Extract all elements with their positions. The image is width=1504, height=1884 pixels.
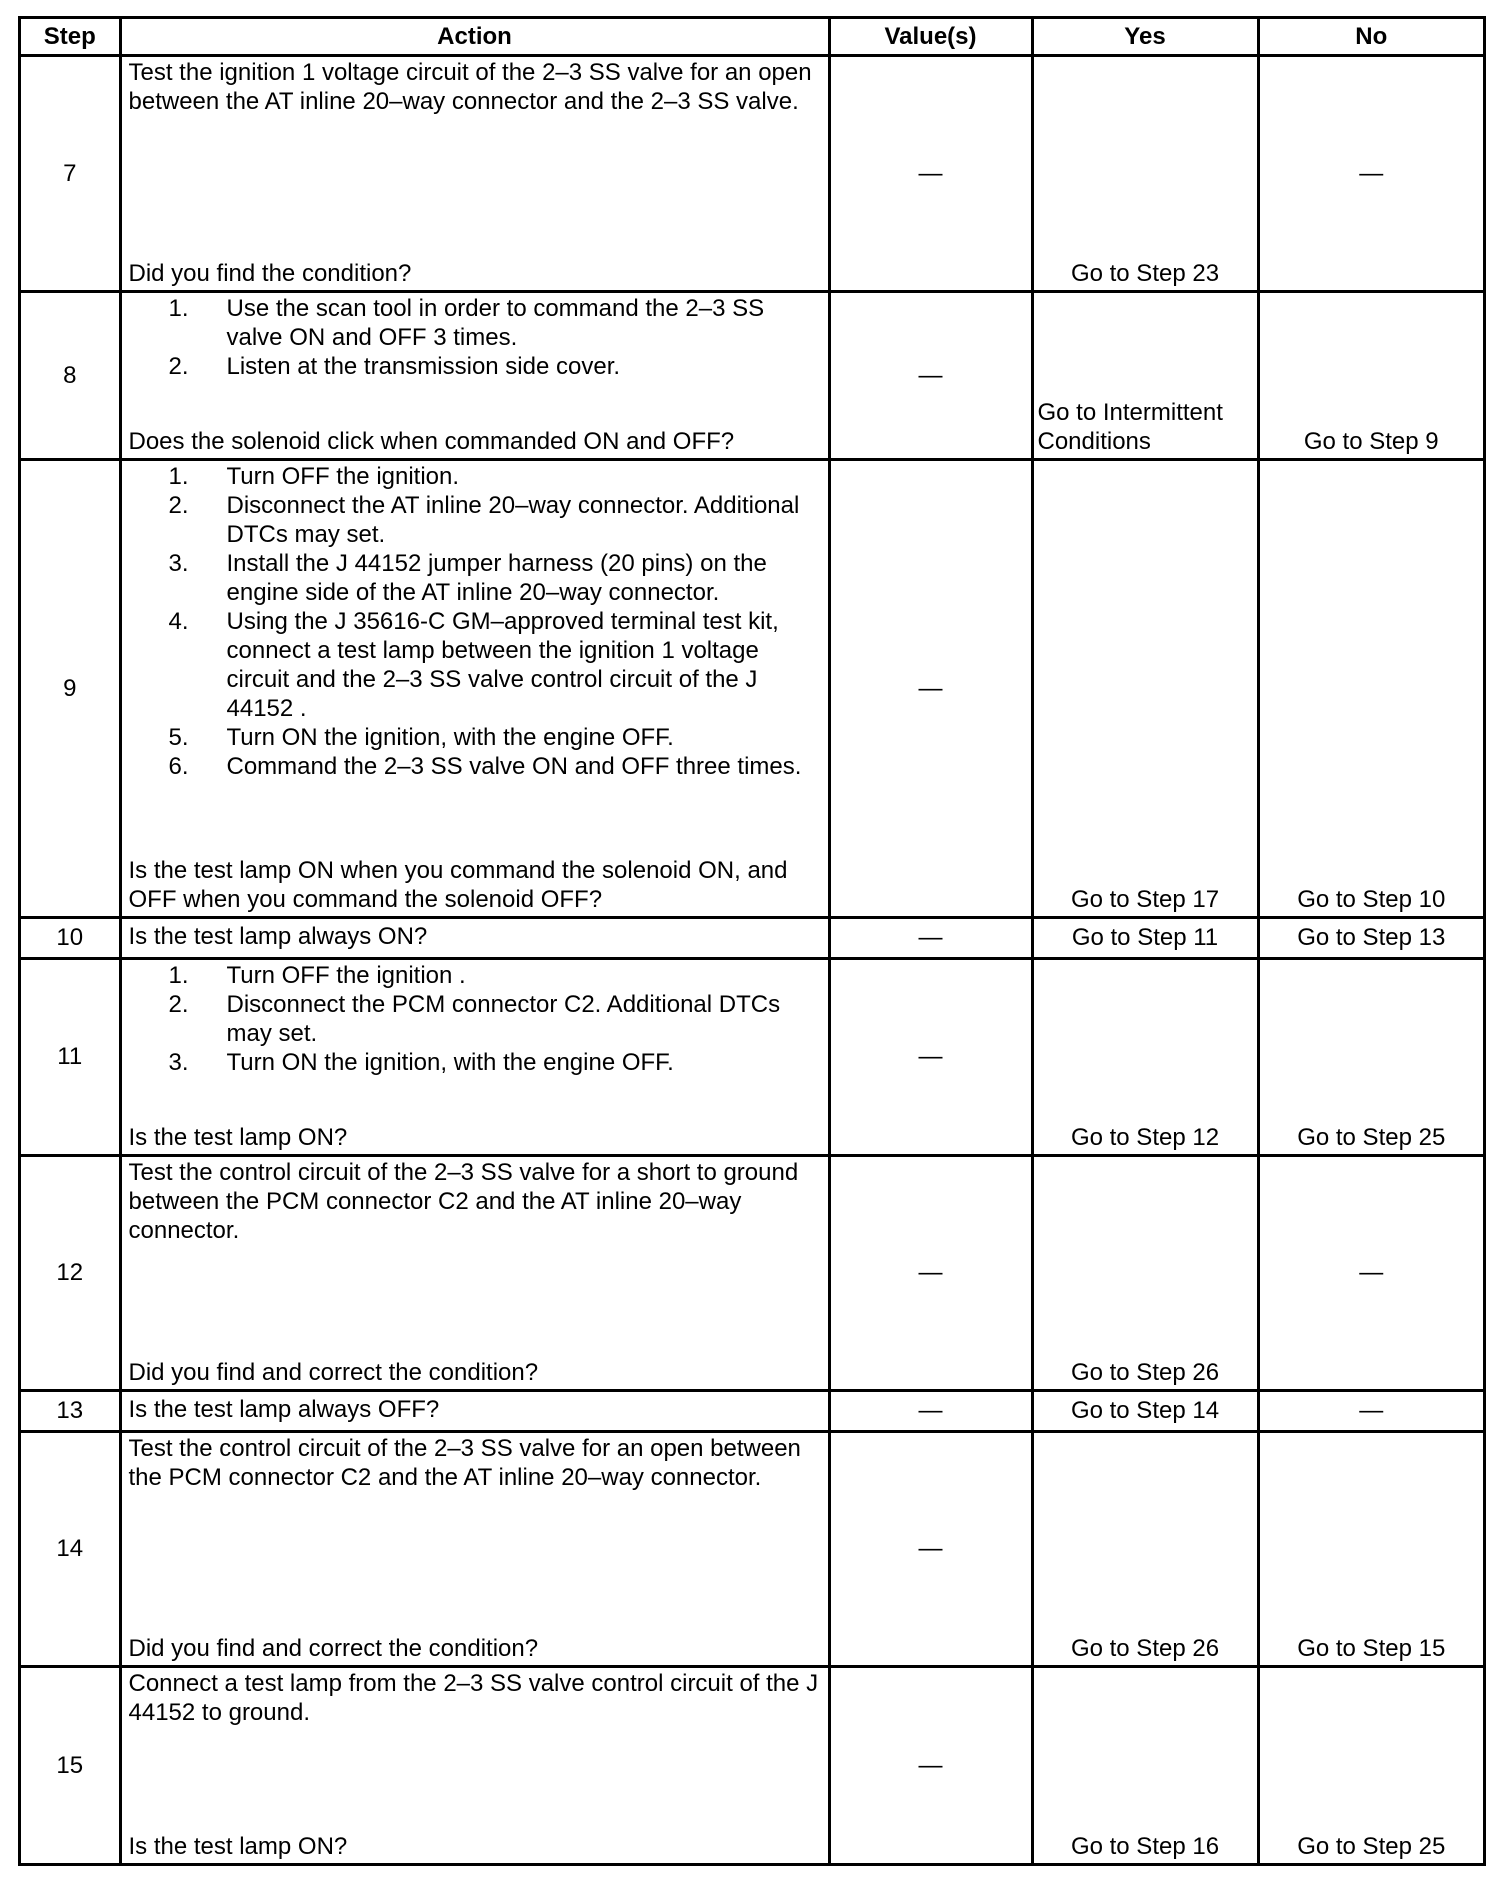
list-item: 2. Disconnect the PCM connector C2. Additional DTCs may set. <box>129 990 824 1048</box>
no-cell <box>1258 958 1483 1155</box>
list-item: 1. Use the scan tool in order to command the 2–3 SS valve ON and OFF 3 times. <box>129 294 824 352</box>
step-number: 9 <box>21 459 120 917</box>
yes-cell <box>1032 55 1258 291</box>
no-answer: Go to Step 25 <box>1297 1123 1446 1151</box>
yes-cell <box>1032 917 1258 958</box>
yes-answer: Go to Intermittent Conditions <box>1037 398 1223 455</box>
action-question: Did you find and correct the condition? <box>128 1634 539 1662</box>
no-cell <box>1258 1666 1483 1863</box>
value-cell: — <box>829 1390 1032 1431</box>
table-row <box>21 291 1483 459</box>
value-cell: — <box>829 55 1032 291</box>
step-number: 7 <box>21 55 120 291</box>
yes-cell <box>1032 459 1258 917</box>
yes-answer: Go to Step 14 <box>1070 1397 1220 1424</box>
value-cell: — <box>829 1666 1032 1863</box>
yes-answer: Go to Step 26 <box>1070 1358 1220 1386</box>
table-row <box>21 1431 1483 1666</box>
value-cell: — <box>829 1431 1032 1666</box>
no-answer: — <box>1359 1259 1384 1286</box>
no-answer: Go to Step 10 <box>1297 885 1446 913</box>
list-item: 2. Disconnect the AT inline 20–way connector. Additional DTCs may set. <box>129 491 824 549</box>
yes-cell <box>1032 1390 1258 1431</box>
action-text: Connect a test lamp from the 2–3 SS valve control circuit of the J 44152 to ground. <box>128 1669 819 1726</box>
action-cell <box>120 958 829 1155</box>
action-step-text: Disconnect the AT inline 20–way connector. Additional DTCs may set. <box>226 491 800 548</box>
action-question: Is the test lamp ON when you command the solenoid ON, and OFF when you command the solenoid OFF? <box>128 856 788 913</box>
action-step-text: Listen at the transmission side cover. <box>226 352 621 380</box>
action-question: Did you find the condition? <box>128 259 412 287</box>
no-answer: — <box>1359 1397 1384 1424</box>
action-step-text: Turn OFF the ignition. <box>226 462 460 490</box>
no-answer: — <box>1359 159 1384 187</box>
action-step-text: Turn ON the ignition, with the engine OFF. <box>226 723 674 751</box>
no-answer: Go to Step 15 <box>1297 1634 1446 1662</box>
table-row <box>21 55 1483 291</box>
step-number: 15 <box>21 1666 120 1863</box>
no-cell <box>1258 55 1483 291</box>
diagnostic-table-frame <box>18 16 1486 1866</box>
list-item: 5. Turn ON the ignition, with the engine OFF. <box>129 723 824 752</box>
yes-answer: Go to Step 11 <box>1071 924 1219 951</box>
yes-cell <box>1032 291 1258 459</box>
header-step: Step <box>21 19 120 55</box>
action-step-text: Use the scan tool in order to command the 2–3 SS valve ON and OFF 3 times. <box>226 294 765 351</box>
yes-answer: Go to Step 23 <box>1070 259 1220 287</box>
action-question: Did you find and correct the condition? <box>128 1358 539 1386</box>
yes-answer: Go to Step 26 <box>1070 1634 1220 1662</box>
table-row <box>21 917 1483 958</box>
value-cell: — <box>829 958 1032 1155</box>
yes-cell <box>1032 1155 1258 1390</box>
table-row <box>21 1155 1483 1390</box>
no-cell <box>1258 1155 1483 1390</box>
yes-answer: Go to Step 17 <box>1070 885 1220 913</box>
action-question: Does the solenoid click when commanded ON and OFF? <box>128 427 735 455</box>
list-item: 3. Install the J 44152 jumper harness (20 pins) on the engine side of the AT inline 20–way connector. <box>129 549 824 607</box>
action-steps <box>129 462 824 781</box>
table-row <box>21 1666 1483 1863</box>
step-number: 12 <box>21 1155 120 1390</box>
no-answer: Go to Step 9 <box>1303 427 1439 455</box>
step-number: 11 <box>21 958 120 1155</box>
diagnostic-table <box>21 19 1483 1863</box>
action-cell <box>120 1155 829 1390</box>
list-item: 3. Turn ON the ignition, with the engine OFF. <box>129 1048 824 1077</box>
list-item: 4. Using the J 35616-C GM–approved terminal test kit, connect a test lamp between the ignition 1 voltage circuit and the 2–3 SS valve control circuit of the J 44152 . <box>129 607 824 723</box>
value-cell: — <box>829 291 1032 459</box>
action-step-text: Command the 2–3 SS valve ON and OFF three times. <box>226 752 802 780</box>
action-question: Is the test lamp always OFF? <box>120 1390 829 1431</box>
action-text: Test the ignition 1 voltage circuit of the 2–3 SS valve for an open between the AT inline 20–way connector and the 2–3 SS valve. <box>128 58 812 115</box>
action-step-text: Install the J 44152 jumper harness (20 pins) on the engine side of the AT inline 20–way connector. <box>226 549 767 606</box>
action-cell <box>120 55 829 291</box>
no-cell <box>1258 917 1483 958</box>
action-cell <box>120 291 829 459</box>
value-cell: — <box>829 459 1032 917</box>
action-question: Is the test lamp ON? <box>128 1833 348 1860</box>
action-step-text: Using the J 35616-C GM–approved terminal test kit, connect a test lamp between the ignition 1 voltage circuit and the 2–3 SS valve control circuit of the J 44152 . <box>226 607 779 722</box>
no-cell <box>1258 459 1483 917</box>
header-yes: Yes <box>1032 19 1258 55</box>
action-step-text: Disconnect the PCM connector C2. Additional DTCs may set. <box>226 990 781 1047</box>
action-text: Test the control circuit of the 2–3 SS valve for a short to ground between the PCM connector C2 and the AT inline 20–way connector. <box>128 1158 799 1244</box>
yes-cell <box>1032 1431 1258 1666</box>
action-question: Is the test lamp always ON? <box>120 917 829 958</box>
table-row <box>21 1390 1483 1431</box>
action-steps <box>129 294 824 381</box>
action-cell <box>120 1431 829 1666</box>
action-step-text: Turn ON the ignition, with the engine OFF. <box>226 1048 674 1076</box>
action-text: Test the control circuit of the 2–3 SS valve for an open between the PCM connector C2 and the AT inline 20–way connector. <box>128 1434 801 1491</box>
list-item: 2. Listen at the transmission side cover. <box>129 352 824 381</box>
no-cell <box>1258 1431 1483 1666</box>
action-cell <box>120 459 829 917</box>
action-steps <box>129 961 824 1077</box>
yes-answer: Go to Step 12 <box>1070 1123 1220 1151</box>
no-answer: Go to Step 25 <box>1297 1833 1446 1860</box>
yes-cell <box>1032 1666 1258 1863</box>
action-step-text: Turn OFF the ignition . <box>226 961 466 989</box>
list-item: 1. Turn OFF the ignition. <box>129 462 824 491</box>
action-cell <box>120 1666 829 1863</box>
header-row <box>21 19 1483 55</box>
header-no: No <box>1258 19 1483 55</box>
value-cell: — <box>829 917 1032 958</box>
no-answer: Go to Step 13 <box>1297 924 1446 951</box>
value-cell: — <box>829 1155 1032 1390</box>
action-question: Is the test lamp ON? <box>128 1123 348 1151</box>
header-action: Action <box>120 19 829 55</box>
table-row <box>21 958 1483 1155</box>
table-row <box>21 459 1483 917</box>
step-number: 8 <box>21 291 120 459</box>
list-item: 1. Turn OFF the ignition . <box>129 961 824 990</box>
yes-cell <box>1032 958 1258 1155</box>
step-number: 14 <box>21 1431 120 1666</box>
yes-answer: Go to Step 16 <box>1070 1833 1220 1860</box>
step-number: 10 <box>21 917 120 958</box>
list-item: 6. Command the 2–3 SS valve ON and OFF three times. <box>129 752 824 781</box>
no-cell <box>1258 291 1483 459</box>
step-number: 13 <box>21 1390 120 1431</box>
no-cell <box>1258 1390 1483 1431</box>
header-values: Value(s) <box>829 19 1032 55</box>
